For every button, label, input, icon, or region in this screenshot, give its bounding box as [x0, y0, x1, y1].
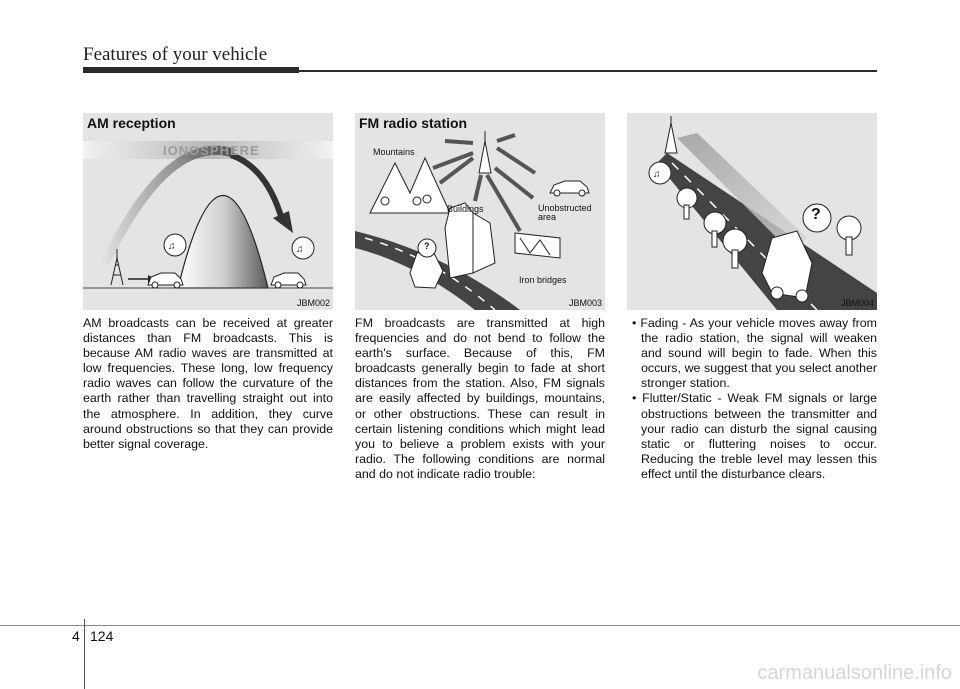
iron-bridge-shape [515, 233, 560, 258]
panel-title: FM radio station [359, 115, 468, 131]
panel-title: AM reception [87, 115, 176, 131]
buildings-label: Buildings [447, 204, 484, 214]
question-mark: ? [811, 206, 821, 223]
header-rule [299, 70, 877, 72]
page-number: 124 [90, 628, 114, 644]
header-bar [83, 67, 299, 73]
iron-bridges-label: Iron bridges [519, 275, 567, 285]
ionosphere-label: IONOSPHERE [163, 143, 260, 158]
buildings-shape [445, 203, 495, 278]
chapter-number: 4 [72, 628, 80, 644]
mountains-label: Mountains [373, 147, 415, 157]
fm-description: FM broadcasts are transmitted at high frequencies and do not bend to follow the earth's surface. Because of this, FM broadcasts generally begin to fade at short distances from the station. Also, FM signals are easily affected by buildings, mountains, or other obstructions. These can result in certain listening conditions which might lead you to believe a problem exists with your radio. The following conditions are normal and do not indicate radio trouble: [355, 316, 605, 481]
am-reception-illustration [83, 113, 333, 310]
figure-code: JBM003 [568, 298, 602, 308]
am-description: AM broadcasts can be received at greater distances than FM broadcasts. This is because AM radio waves are transmitted at low frequencies. These long, low frequency radio waves can follow the curvature of the earth rather than travelling straight out into the atmosphere. In addition, they curve around obstructions so that they can provide better signal coverage. [83, 316, 333, 451]
list-item: • Flutter/Static - Weak FM signals or large obstructions between the transmitter and your radio can disturb the signal causing static or fluttering noises to occur. Reducing the treble level may lessen this effect until the disturbance clears. [632, 391, 877, 481]
broadcast-tower-icon [479, 131, 491, 173]
fading-illustration [627, 113, 877, 310]
footer-rule [0, 625, 960, 626]
music-note-icon [164, 234, 186, 256]
svg-text:♫: ♫ [168, 241, 176, 252]
list-item: • Fading - As your vehicle moves away from the radio station, the signal will weaken and sound will begin to fade. When this occurs, we suggest that you select another stronger station. [632, 316, 877, 391]
hill-shape [178, 196, 268, 289]
watermark: carmanualsonline.info [757, 662, 952, 684]
car-icon [550, 181, 589, 196]
car-icon [148, 273, 183, 288]
condition-list [627, 316, 877, 482]
figure-code: JBM004 [840, 298, 874, 308]
broadcast-tower-icon [665, 116, 677, 153]
svg-text:♫: ♫ [296, 244, 304, 255]
music-note-icon [292, 237, 314, 259]
page-header-title: Features of your vehicle [83, 44, 268, 65]
figure-code: JBM002 [296, 298, 330, 308]
svg-text:♫: ♫ [653, 169, 661, 180]
unobstructed-area-label: Unobstructed area [538, 203, 592, 222]
footer-divider [84, 619, 85, 689]
fm-radio-station-illustration [355, 113, 605, 310]
question-mark: ? [424, 241, 430, 251]
car-icon [271, 273, 306, 288]
